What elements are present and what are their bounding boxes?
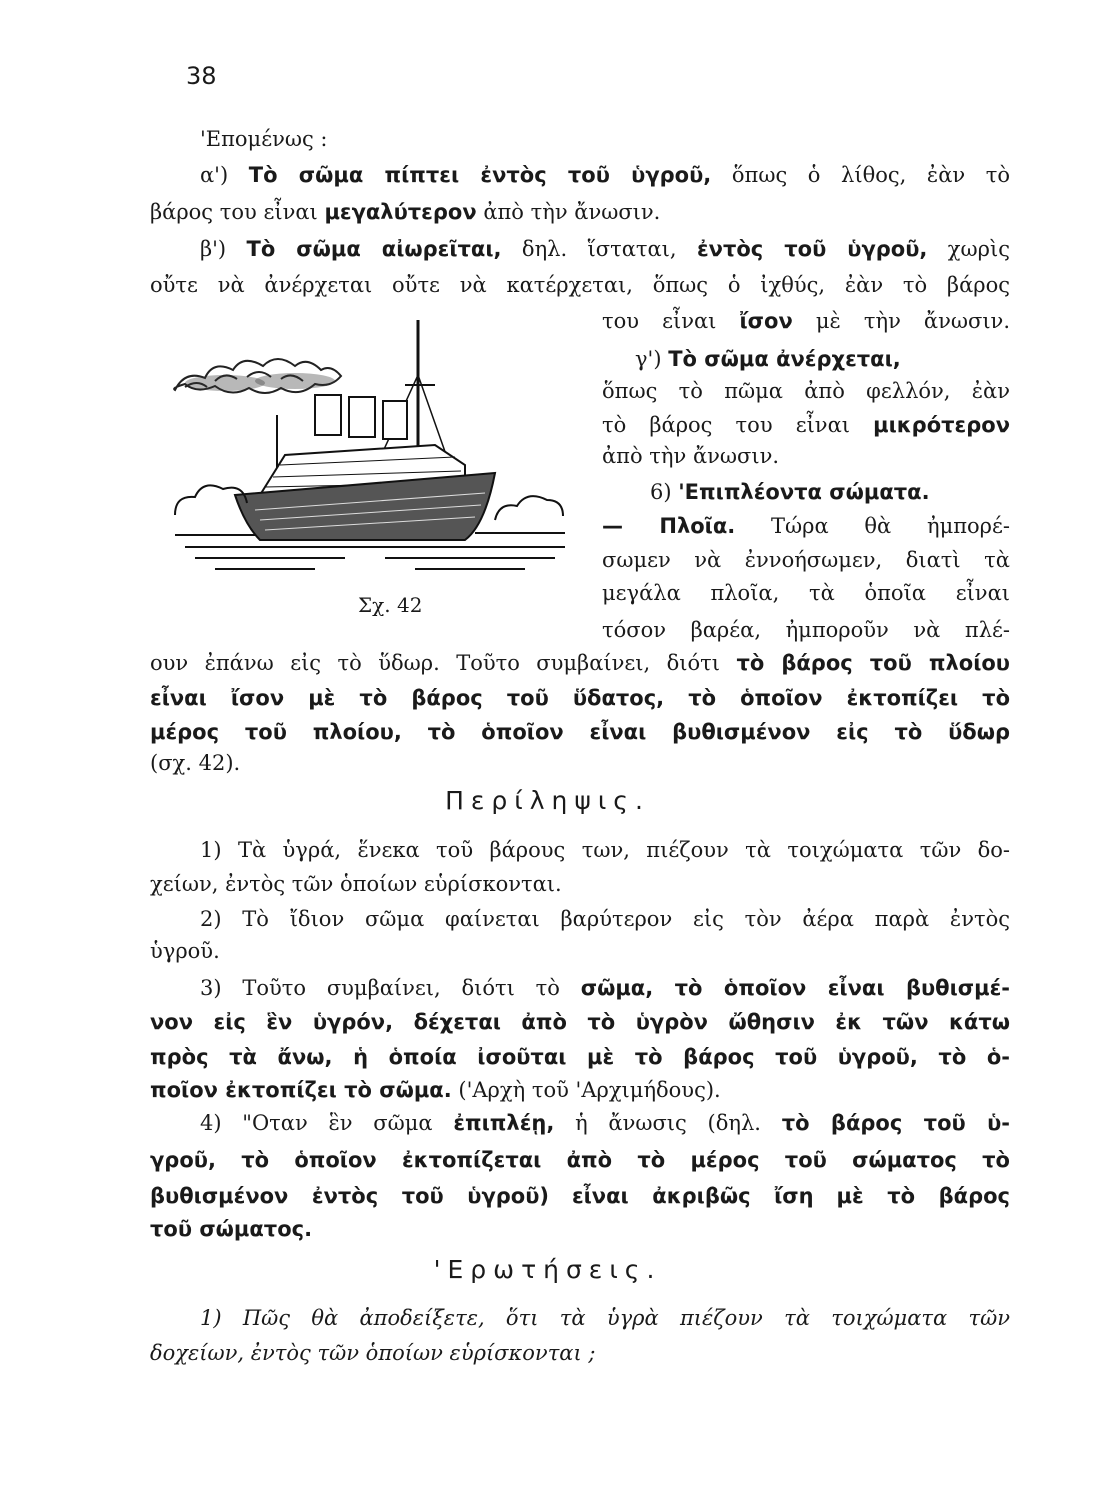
section-6-line-6	[150, 648, 1010, 678]
section-6-title: 'Επιπλέοντα σώματα.	[678, 480, 930, 504]
summary-item-3-bold-2: ποῖον ἐκτοπίζει τὸ σῶμα.	[150, 1078, 452, 1102]
section-6-line-2	[602, 511, 1010, 541]
case-a-text-2: βάρος του εἶναι	[150, 200, 318, 224]
question-1-text-2: δοχείων, ἐντὸς τῶν ὁποίων εὑρίσκονται ;	[150, 1341, 596, 1365]
section-6-text-5a: ουν ἐπάνω εἰς τὸ ὕδωρ. Τοῦτο συμβαίνει, διότι	[150, 651, 720, 675]
question-1-line-1	[200, 1303, 1010, 1333]
case-c-bold: Τὸ σῶμα ἀνέρχεται,	[668, 347, 901, 371]
questions-heading: 'Ερωτήσεις.	[433, 1255, 662, 1284]
case-a-number: α')	[200, 163, 229, 187]
case-b-number: β')	[200, 237, 227, 261]
case-b-text-4: μὲ τὴν ἄνωσιν.	[815, 309, 1010, 333]
case-c-line-2: ὅπως τὸ πῶμα ἀπὸ φελλόν, ἐὰν	[602, 379, 1010, 403]
case-c-line-4: ἀπὸ τὴν ἄνωσιν.	[602, 444, 780, 468]
summary-item-1-line-2: χείων, ἐντὸς τῶν ὁποίων εὑρίσκονται.	[150, 872, 562, 896]
summary-item-4-bold-5: μὲ τὸ βάρος	[836, 1184, 1010, 1208]
case-b-text-2: χωρὶς	[947, 237, 1010, 261]
cloud-right	[495, 496, 563, 520]
figure-caption: Σχ. 42	[358, 593, 423, 617]
summary-heading: Περίληψις.	[445, 786, 650, 815]
case-c-bold-3: μικρότερον	[873, 413, 1010, 437]
summary-item-4-line-4: τοῦ σώματος.	[150, 1217, 313, 1241]
section-6-line-4: μεγάλα πλοῖα, τὰ ὁποῖα εἶναι	[602, 581, 1010, 605]
case-b-bold: Τὸ σῶμα αἰωρεῖται,	[246, 237, 502, 261]
summary-item-2-line-2: ὑγροῦ.	[150, 939, 220, 963]
case-b-line-1	[200, 234, 1010, 264]
section-6-line-5: τόσον βαρέα, ἠμποροῦν νὰ πλέ-	[602, 618, 1010, 642]
summary-item-4-line-1	[200, 1108, 1010, 1138]
case-b-bold-2: ἐντὸς τοῦ ὑγροῦ,	[696, 237, 928, 261]
funnels	[315, 395, 407, 439]
summary-item-3-text: 3) Τοῦτο συμβαίνει, διότι τὸ	[200, 976, 560, 1000]
summary-item-3-text-2: ('Αρχὴ τοῦ 'Αρχιμήδους).	[458, 1078, 721, 1102]
summary-item-4-text: 4) "Οταν ἓν σῶμα	[200, 1111, 433, 1135]
summary-item-3-line-1	[200, 973, 1010, 1003]
case-b-line-3	[602, 306, 1010, 336]
case-c-number: γ')	[635, 347, 662, 371]
summary-item-2-line-1: 2) Τὸ ἴδιον σῶμα φαίνεται βαρύτερον εἰς τὸν ἀέρα παρὰ ἐντὸς	[200, 907, 1010, 931]
steamship-illustration	[165, 315, 585, 585]
summary-item-3-bold: σῶμα, τὸ ὁποῖον εἶναι βυθισμέ-	[580, 976, 1010, 1000]
summary-item-4-line-3	[150, 1181, 1010, 1211]
section-6-subtitle: — Πλοῖα.	[602, 514, 736, 538]
section-6-line-8: μέρος τοῦ πλοίου, τὸ ὁποῖον εἶναι βυθισμένον εἰς τὸ ὕδωρ	[150, 720, 1010, 744]
summary-item-4-line-2: γροῦ, τὸ ὁποῖον ἐκτοπίζεται ἀπὸ τὸ μέρος τοῦ σώματος τὸ	[150, 1148, 1010, 1172]
case-b-text-3: του εἶναι	[602, 309, 717, 333]
intro-line: 'Επομένως :	[200, 127, 328, 151]
case-a-line-2	[150, 197, 1010, 227]
section-6-bold-5b: τὸ βάρος τοῦ πλοίου	[736, 651, 1010, 675]
case-b-line-2: οὔτε νὰ ἀνέρχεται οὔτε νὰ κατέρχεται, ὅπως ὁ ἰχθύς, ἐὰν τὸ βάρος	[150, 273, 1010, 297]
case-a-bold-2: μεγαλύτερον	[324, 200, 477, 224]
case-a-line-1	[200, 160, 1010, 190]
summary-item-4-bold-2: τὸ βάρος τοῦ ὑ-	[781, 1111, 1010, 1135]
page-number: 38	[186, 62, 217, 90]
summary-item-4-text-2: ἡ ἄνωσις (δηλ.	[575, 1111, 761, 1135]
question-1-line-2	[150, 1338, 1010, 1368]
section-6-line-9: (σχ. 42).	[150, 751, 241, 775]
summary-item-4-bold-3: βυθισμένον ἐντὸς τοῦ ὑγροῦ)	[150, 1184, 550, 1208]
summary-item-3-line-2: νον εἰς ἓν ὑγρόν, δέχεται ἀπὸ τὸ ὑγρὸν ὤθησιν ἐκ τῶν κάτω	[150, 1010, 1010, 1034]
case-a-text-3: ἀπὸ τὴν ἄνωσιν.	[483, 200, 661, 224]
case-c-line-3	[602, 410, 1010, 440]
case-b-text: δηλ. ἵσταται,	[521, 237, 677, 261]
summary-item-3-line-4	[150, 1075, 1010, 1105]
case-b-bold-3: ἴσον	[739, 309, 793, 333]
summary-item-4-bold-4: εἶναι ἀκριβῶς ἴση	[571, 1184, 814, 1208]
section-6-line-7: εἶναι ἴσον μὲ τὸ βάρος τοῦ ὕδατος, τὸ ὁποῖον ἐκτοπίζει τὸ	[150, 686, 1010, 710]
summary-item-4-bold: ἐπιπλέῃ,	[453, 1111, 555, 1135]
summary-item-1-line-1: 1) Τὰ ὑγρά, ἕνεκα τοῦ βάρους των, πιέζουν τὰ τοιχώματα τῶν δο-	[200, 838, 1010, 862]
section-6-number: 6)	[650, 480, 672, 504]
summary-item-3-line-3: πρὸς τὰ ἄνω, ἡ ὁποία ἰσοῦται μὲ τὸ βάρος τοῦ ὑγροῦ, τὸ ὁ-	[150, 1045, 1010, 1069]
case-a-bold: Τὸ σῶμα πίπτει ἐντὸς τοῦ ὑγροῦ,	[248, 163, 712, 187]
section-6-line-3: σωμεν νὰ ἐννοήσωμεν, διατὶ τὰ	[602, 548, 1010, 572]
smoke-shading	[185, 373, 335, 391]
section-6-title-line	[650, 477, 1010, 507]
section-6-text-1: Τώρα θὰ ἠμπορέ-	[771, 514, 1010, 538]
question-1-text: 1) Πῶς θὰ ἀποδείξετε, ὅτι τὰ ὑγρὰ πιέζουν τὰ τοιχώματα τῶν	[200, 1306, 1010, 1330]
case-a-text: ὅπως ὁ λίθος, ἐὰν τὸ	[731, 163, 1010, 187]
case-c-text-3: τὸ βάρος του εἶναι	[602, 413, 850, 437]
case-c-line-1	[635, 344, 1010, 374]
